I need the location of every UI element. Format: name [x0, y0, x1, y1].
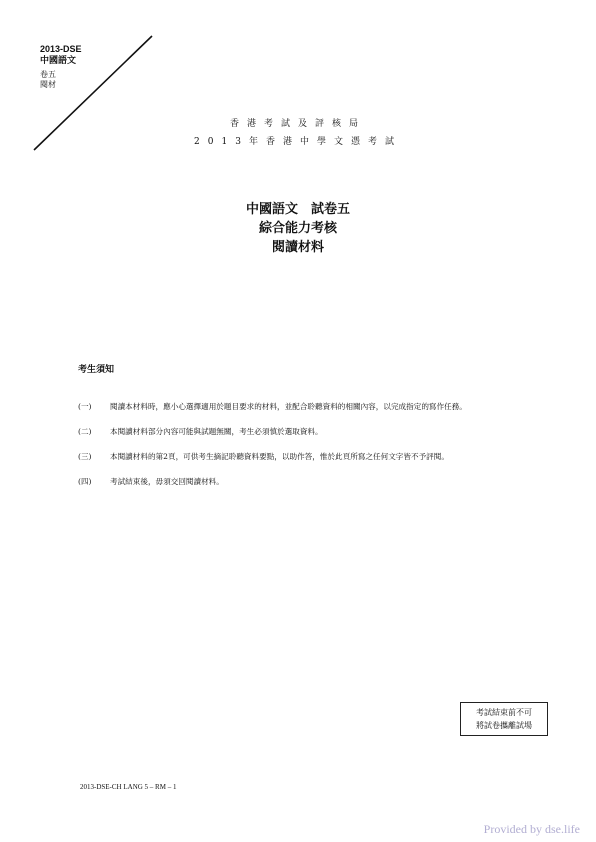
notice-item-text: 考試結束後，毋須交回閱讀材料。	[110, 477, 224, 486]
notice-item-number: (四)	[78, 477, 92, 486]
notice-item-text: 本閱讀材料部分內容可能與試題無關，考生必須慎於選取資料。	[110, 427, 323, 436]
watermark: Provided by dse.life	[483, 822, 580, 836]
paper-number: 卷五	[40, 70, 56, 79]
subject-name: 中國語文	[40, 55, 77, 65]
notice-item-number: (二)	[78, 427, 92, 436]
boxed-warning	[460, 702, 548, 736]
boxed-warning-line-1: 考試結束前不可	[476, 708, 532, 717]
boxed-warning-line-2: 將試卷攜離試場	[476, 721, 532, 730]
notice-list	[78, 400, 558, 500]
notice-item-number: (一)	[78, 402, 92, 411]
exam-name: 2013年香港中學文憑考試	[194, 137, 402, 147]
notice-item-number: (三)	[78, 452, 92, 461]
title-block	[0, 200, 596, 257]
page-footer-code: 2013-DSE-CH LANG 5 – RM – 1	[80, 783, 177, 791]
exam-code: 2013-DSE	[40, 44, 82, 54]
notice-item	[78, 400, 558, 413]
notice-item-text: 本閱讀材料的第2頁，可供考生摘記聆聽資料要點，以助作答，惟於此頁所寫之任何文字皆不予評閱。	[110, 452, 449, 461]
notice-item	[78, 475, 558, 488]
authority-name: 香港考試及評核局	[229, 119, 366, 129]
title-line-1: 中國語文 試卷五	[245, 202, 350, 217]
corner-label	[40, 44, 82, 90]
notice-item	[78, 425, 558, 438]
notice-item	[78, 450, 558, 463]
notice-item-text: 閱讀本材料時，應小心選擇適用於題目要求的材料，並配合聆聽資料的相關內容，以完成指定的寫作任務。	[110, 402, 467, 411]
title-line-2: 綜合能力考核	[258, 221, 337, 236]
notice-heading: 考生須知	[78, 365, 115, 375]
title-line-3: 閱讀材料	[271, 240, 324, 255]
material-label: 閱材	[40, 80, 56, 89]
